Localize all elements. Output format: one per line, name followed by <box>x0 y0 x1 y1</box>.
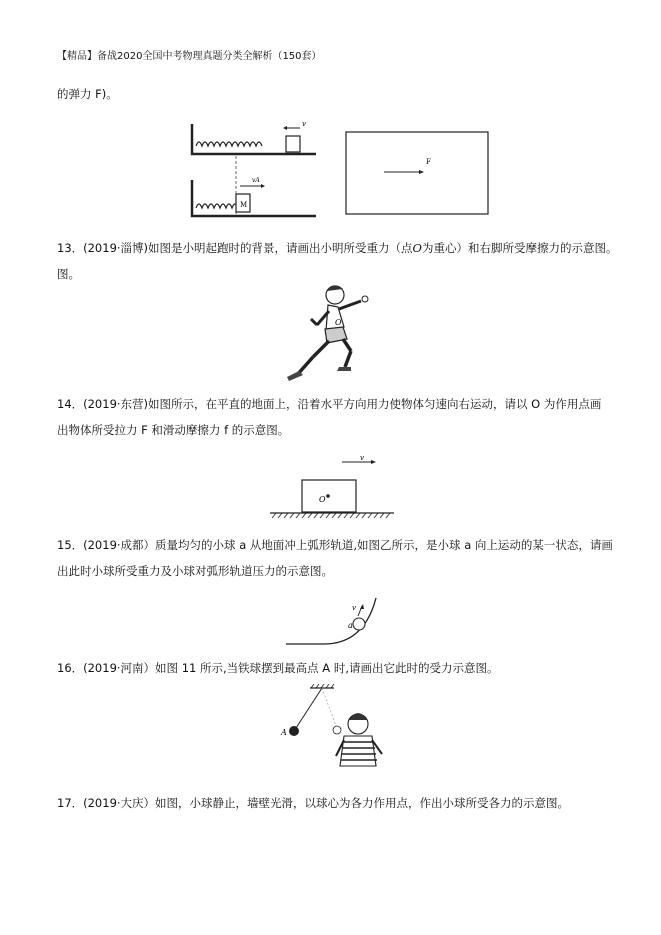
ball-a-label: a <box>348 621 353 630</box>
ball-velocity-label: v <box>352 604 356 612</box>
block-center <box>326 494 330 498</box>
q13-line1 <box>57 240 617 256</box>
bottom-v-label: vA <box>252 177 260 184</box>
block-figure <box>268 452 398 522</box>
velocity-label: v <box>360 454 364 462</box>
force-label: F <box>426 158 431 166</box>
q15-line1: 15．(2019·成都）质量均匀的小球 a 从地面冲上弧形轨道,如图乙所示，是小球 a 向上运动的某一状态，请画 <box>57 538 613 552</box>
top-block <box>286 136 300 152</box>
bottom-block-label: M <box>240 201 248 209</box>
q14-line1: 14．(2019·东营)如图所示，在平直的地面上，沿着水平方向用力使物体匀速向右运动，请以 O 为作用点画 <box>57 397 602 411</box>
track-figure <box>284 594 384 650</box>
q13-line1b: 为重心）和右脚所受摩擦力的示意图。 <box>421 241 618 255</box>
runner-back-leg <box>313 341 329 357</box>
runner-right-arm <box>339 301 361 309</box>
ball-a <box>353 618 365 630</box>
block-O-label: O <box>319 495 326 504</box>
q15-line2: 出此时小球所受重力及小球对弧形轨道压力的示意图。 <box>57 564 333 578</box>
intro-text: 的弹力 F)。 <box>57 87 118 101</box>
runner-front-leg <box>343 339 351 351</box>
iron-ball-label: A <box>281 728 287 737</box>
top-v-label: v <box>302 120 306 128</box>
q13-line2: 图。 <box>57 267 80 281</box>
top-spring <box>196 142 262 146</box>
q13-line1-O: O <box>412 241 422 255</box>
runner-figure <box>283 283 383 387</box>
person-shirt <box>340 736 376 766</box>
pendulum-figure <box>278 684 390 776</box>
pendulum-string-left <box>296 688 322 728</box>
q16-line1: 16．(2019·河南）如图 11 所示,当铁球摆到最高点 A 时,请画出它此时的受力示意图。 <box>57 661 499 675</box>
bottom-spring <box>196 204 238 208</box>
iron-ball <box>289 726 299 736</box>
bottom-track <box>192 180 316 216</box>
runner-O-label: O <box>335 318 342 327</box>
page-header: 【精品】备战2020全国中考物理真题分类全解析（150套） <box>57 51 322 62</box>
q13-line1a: 13．(2019·淄博)如图是小明起跑时的背景，请画出小明所受重力（点 <box>57 241 413 255</box>
q17-line1: 17．(2019·大庆）如图，小球静止，墙壁光滑，以球心为各力作用点，作出小球所受各力的示意图。 <box>57 796 570 810</box>
force-panel <box>346 132 488 214</box>
ground-hatch <box>272 513 390 518</box>
spring-figure <box>188 118 508 222</box>
q14-line2: 出物体所受拉力 F 和滑动摩擦力 f 的示意图。 <box>57 423 290 437</box>
pendulum-string-right <box>322 688 336 726</box>
